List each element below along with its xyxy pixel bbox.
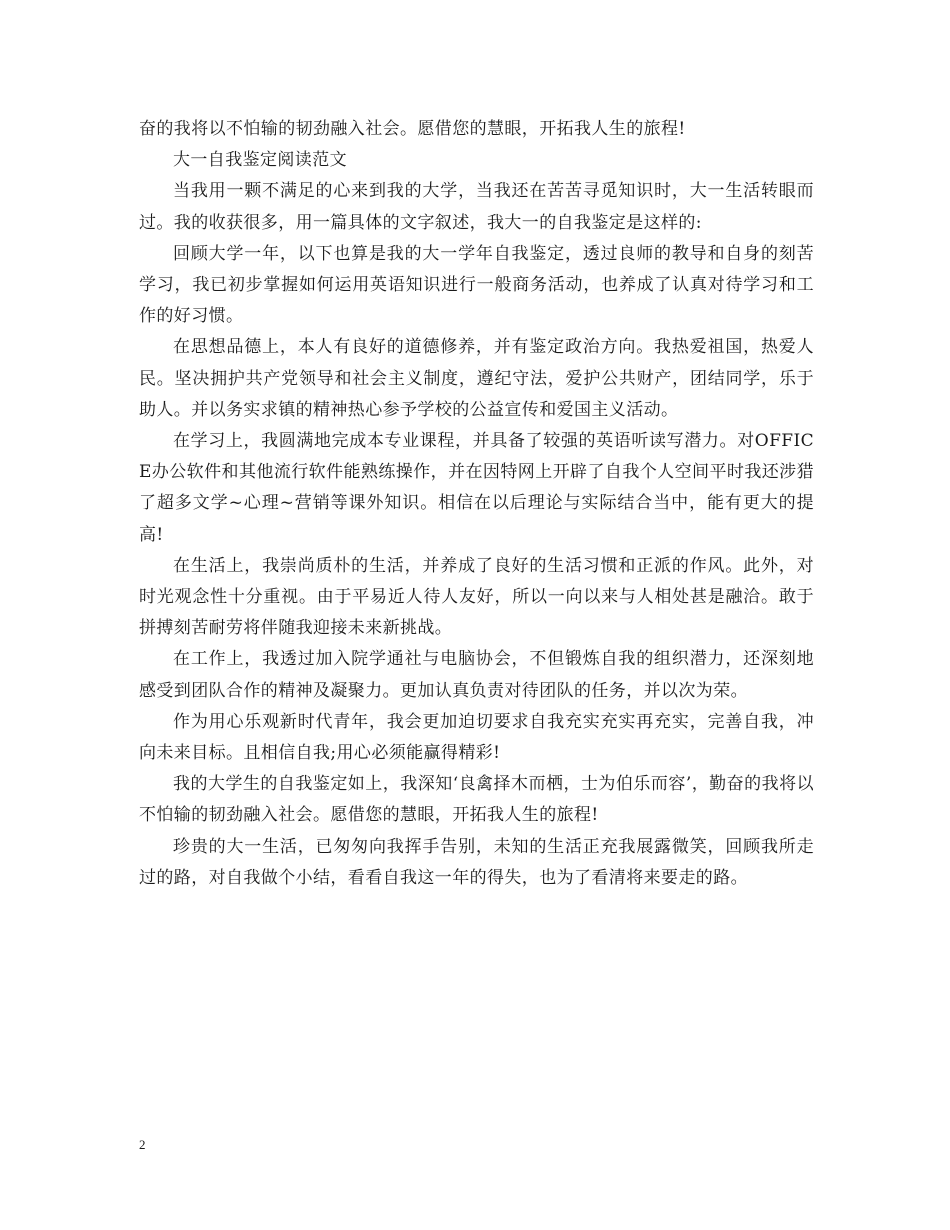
paragraph: 回顾大学一年，以下也算是我的大一学年自我鉴定，透过良师的教导和自身的刻苦学习，我已初步掌握如何运用英语知识进行一般商务活动，也养成了认真对待学习和工作的好习惯。 [139,243,814,327]
document-body [139,114,814,894]
paragraph: 珍贵的大一生活，已匆匆向我挥手告别，未知的生活正充我展露微笑，回顾我所走过的路，对自我做个小结，看看自我这一年的得失，也为了看清将来要走的路。 [139,836,814,888]
paragraph: 作为用心乐观新时代青年，我会更加迫切要求自我充实充实再充实，完善自我，冲向未来目标。且相信自我;用心必须能赢得精彩! [139,711,814,764]
paragraph: 当我用一颗不满足的心来到我的大学，当我还在苦苦寻觅知识时，大一生活转眼而过。我的收获很多，用一篇具体的文字叙述，我大一的自我鉴定是这样的: [139,181,814,233]
paragraph: 在工作上，我透过加入院学通社与电脑协会，不但锻炼自我的组织潜力，还深刻地感受到团队合作的精神及凝聚力。更加认真负责对待团队的任务，并以次为荣。 [139,649,814,701]
section-heading: 大一自我鉴定阅读范文 [173,150,347,171]
page-number: 2 [139,1137,146,1152]
paragraph: 我的大学生的自我鉴定如上，我深知‘良禽择木而栖，士为伯乐而容’，勤奋的我将以不怕输的韧劲融入社会。愿借您的慧眼，开拓我人生的旅程! [139,774,814,826]
paragraph: 在生活上，我崇尚质朴的生活，并养成了良好的生活习惯和正派的作风。此外，对时光观念性十分重视。由于平易近人待人友好，所以一向以来与人相处甚是融洽。敢于拼搏刻苦耐劳将伴随我迎接未来新挑战。 [139,555,814,639]
paragraph: 在思想品德上，本人有良好的道德修养，并有鉴定政治方向。我热爱祖国，热爱人民。坚决拥护共产党领导和社会主义制度，遵纪守法，爱护公共财产，团结同学，乐于助人。并以务实求镇的精神热心参予学校的公益宣传和爱国主义活动。 [139,337,814,420]
paragraph: 在学习上，我圆满地完成本专业课程，并具备了较强的英语听读写潜力。对OFFICE办公软件和其他流行软件能熟练操作，并在因特网上开辟了自我个人空间平时我还涉猎了超多文学~心理~营销等课外知识。相信在以后理论与实际结合当中，能有更大的提高! [139,431,814,545]
paragraph-continuation: 奋的我将以不怕输的韧劲融入社会。愿借您的慧眼，开拓我人生的旅程! [139,119,686,139]
